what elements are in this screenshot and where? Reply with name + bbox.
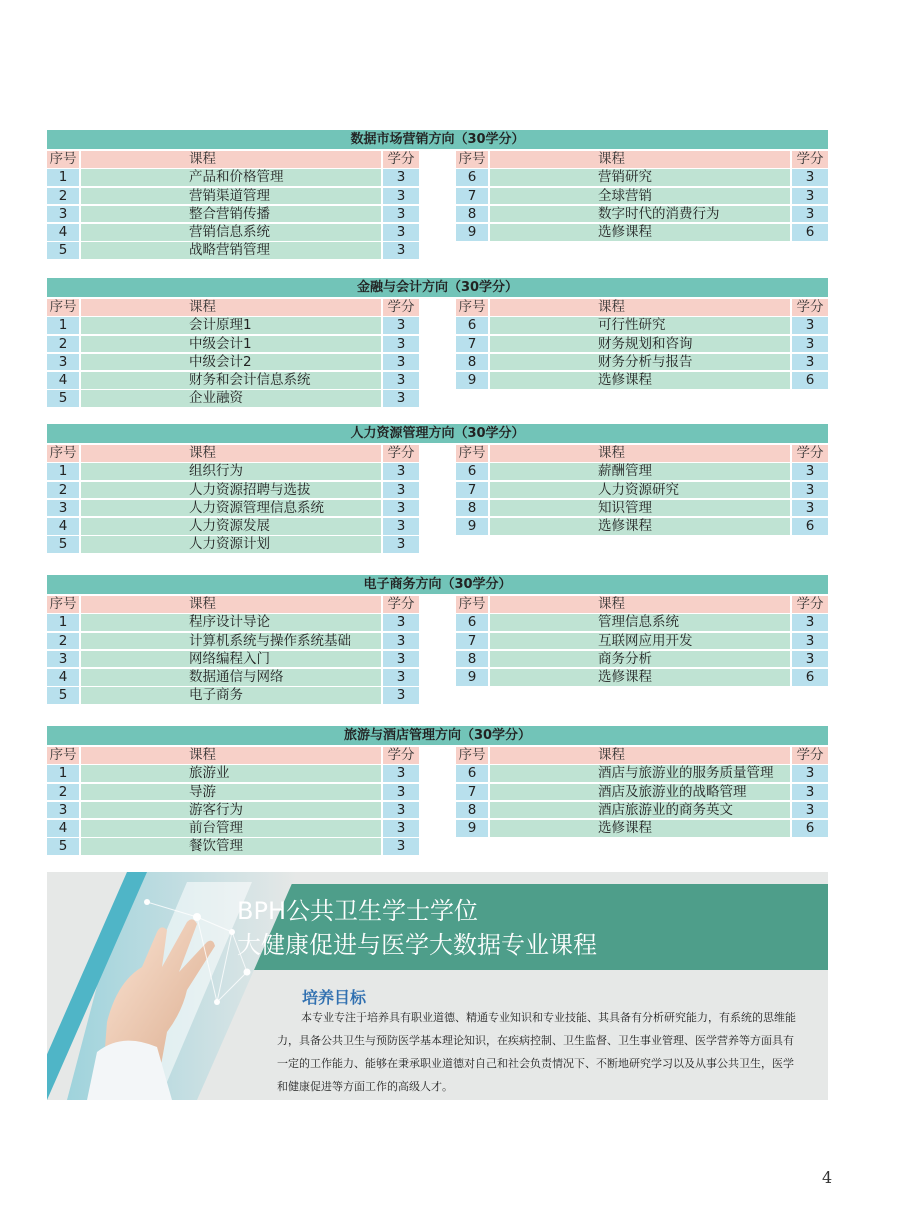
row-credit: 3 — [383, 633, 419, 650]
row-num: 8 — [456, 354, 488, 371]
bph-banner — [47, 872, 828, 1100]
row-credit: 3 — [383, 651, 419, 668]
table-row — [456, 336, 828, 354]
course-table-right — [456, 299, 828, 390]
row-course: 组织行为 — [81, 463, 381, 480]
row-num: 6 — [456, 765, 488, 782]
row-num: 4 — [47, 372, 79, 389]
row-course: 营销渠道管理 — [81, 188, 381, 205]
header-credit: 学分 — [792, 747, 828, 764]
row-course: 财务分析与报告 — [490, 354, 790, 371]
row-course: 知识管理 — [490, 500, 790, 517]
row-credit: 6 — [792, 372, 828, 389]
table-row — [47, 651, 419, 669]
course-section — [47, 575, 828, 704]
table-row — [47, 687, 419, 705]
course-table-left — [47, 596, 419, 706]
header-num: 序号 — [456, 596, 488, 613]
table-row — [47, 765, 419, 783]
course-table-left — [47, 445, 419, 555]
row-num: 5 — [47, 687, 79, 704]
row-credit: 3 — [792, 188, 828, 205]
row-num: 1 — [47, 614, 79, 631]
row-num: 5 — [47, 536, 79, 553]
row-course: 可行性研究 — [490, 317, 790, 334]
table-row — [456, 614, 828, 632]
row-credit: 3 — [383, 838, 419, 855]
row-num: 8 — [456, 500, 488, 517]
table-row — [456, 784, 828, 802]
row-credit: 3 — [792, 784, 828, 801]
table-header-row — [456, 299, 828, 317]
row-course: 营销研究 — [490, 169, 790, 186]
row-num: 9 — [456, 669, 488, 686]
row-credit: 3 — [383, 669, 419, 686]
row-credit: 3 — [792, 482, 828, 499]
header-course: 课程 — [81, 299, 381, 316]
header-course: 课程 — [490, 747, 790, 764]
row-course: 旅游业 — [81, 765, 381, 782]
table-row — [456, 169, 828, 187]
row-course: 商务分析 — [490, 651, 790, 668]
header-num: 序号 — [47, 151, 79, 168]
table-row — [456, 372, 828, 390]
table-row — [456, 765, 828, 783]
table-row — [456, 463, 828, 481]
row-num: 5 — [47, 838, 79, 855]
header-num: 序号 — [47, 299, 79, 316]
row-num: 3 — [47, 206, 79, 223]
row-num: 2 — [47, 336, 79, 353]
header-credit: 学分 — [792, 151, 828, 168]
row-num: 6 — [456, 169, 488, 186]
row-course: 数字时代的消费行为 — [490, 206, 790, 223]
row-num: 8 — [456, 206, 488, 223]
banner-title-line2: 大健康促进与医学大数据专业课程 — [237, 931, 597, 959]
table-row — [47, 188, 419, 206]
row-course: 中级会计2 — [81, 354, 381, 371]
row-num: 4 — [47, 518, 79, 535]
header-num: 序号 — [47, 747, 79, 764]
header-credit: 学分 — [792, 299, 828, 316]
table-row — [47, 784, 419, 802]
table-row — [47, 802, 419, 820]
section-title: 电子商务方向（30学分） — [47, 575, 828, 594]
row-credit: 3 — [383, 500, 419, 517]
row-num: 8 — [456, 651, 488, 668]
row-course: 餐饮管理 — [81, 838, 381, 855]
row-course: 电子商务 — [81, 687, 381, 704]
row-course: 人力资源招聘与选拔 — [81, 482, 381, 499]
table-row — [456, 482, 828, 500]
table-header-row — [456, 596, 828, 614]
row-course: 战略营销管理 — [81, 242, 381, 259]
table-header-row — [47, 596, 419, 614]
table-row — [456, 317, 828, 335]
row-credit: 3 — [383, 169, 419, 186]
table-row — [456, 500, 828, 518]
course-section — [47, 424, 828, 553]
section-title: 数据市场营销方向（30学分） — [47, 130, 828, 149]
table-row — [47, 354, 419, 372]
row-course: 财务规划和咨询 — [490, 336, 790, 353]
header-credit: 学分 — [383, 596, 419, 613]
table-row — [456, 669, 828, 687]
table-row — [47, 838, 419, 856]
row-course: 中级会计1 — [81, 336, 381, 353]
table-row — [456, 188, 828, 206]
row-credit: 3 — [383, 206, 419, 223]
row-credit: 3 — [383, 687, 419, 704]
row-credit: 3 — [792, 336, 828, 353]
goal-heading: 培养目标 — [302, 988, 367, 1007]
goal-paragraph: 本专业专注于培养具有职业道德、精通专业知识和专业技能、其具备有分析研究能力，有系统的思维能力，具备公共卫生与预防医学基本理论知识，在疾病控制、卫生监督、卫生事业管理、医学营养等方面具有一定的工作能力、能够在秉承职业道德对自己和社会负责情况下、不断地研究学习以及从事公共卫生，医学和健康促进等方面工作的高级人才。 — [277, 1011, 796, 1093]
row-course: 会计原理1 — [81, 317, 381, 334]
header-credit: 学分 — [383, 445, 419, 462]
header-course: 课程 — [490, 299, 790, 316]
course-table-right — [456, 747, 828, 838]
table-row — [47, 536, 419, 554]
row-num: 6 — [456, 614, 488, 631]
table-row — [47, 336, 419, 354]
row-course: 前台管理 — [81, 820, 381, 837]
header-course: 课程 — [81, 596, 381, 613]
row-num: 7 — [456, 188, 488, 205]
course-table-left — [47, 747, 419, 857]
row-course: 财务和会计信息系统 — [81, 372, 381, 389]
row-course: 酒店及旅游业的战略管理 — [490, 784, 790, 801]
row-num: 1 — [47, 317, 79, 334]
table-row — [456, 651, 828, 669]
table-row — [47, 518, 419, 536]
row-course: 选修课程 — [490, 820, 790, 837]
table-header-row — [47, 151, 419, 169]
row-course: 全球营销 — [490, 188, 790, 205]
table-row — [47, 317, 419, 335]
course-section — [47, 130, 828, 259]
header-course: 课程 — [81, 747, 381, 764]
table-row — [47, 500, 419, 518]
row-num: 4 — [47, 669, 79, 686]
row-course: 营销信息系统 — [81, 224, 381, 241]
header-course: 课程 — [81, 445, 381, 462]
table-row — [456, 354, 828, 372]
row-credit: 3 — [792, 765, 828, 782]
header-credit: 学分 — [383, 747, 419, 764]
row-course: 网络编程入门 — [81, 651, 381, 668]
row-course: 酒店旅游业的商务英文 — [490, 802, 790, 819]
course-section — [47, 278, 828, 407]
row-credit: 3 — [383, 390, 419, 407]
table-row — [47, 224, 419, 242]
banner-title — [237, 894, 597, 962]
row-credit: 3 — [792, 169, 828, 186]
table-header-row — [47, 445, 419, 463]
row-num: 1 — [47, 463, 79, 480]
row-credit: 3 — [383, 372, 419, 389]
table-row — [47, 206, 419, 224]
row-credit: 3 — [383, 188, 419, 205]
row-num: 5 — [47, 242, 79, 259]
row-num: 5 — [47, 390, 79, 407]
header-credit: 学分 — [383, 299, 419, 316]
row-course: 人力资源管理信息系统 — [81, 500, 381, 517]
banner-title-line1: BPH公共卫生学士学位 — [237, 897, 478, 925]
row-credit: 3 — [383, 614, 419, 631]
row-credit: 3 — [792, 633, 828, 650]
row-course: 选修课程 — [490, 372, 790, 389]
row-num: 2 — [47, 188, 79, 205]
header-num: 序号 — [47, 596, 79, 613]
row-credit: 3 — [792, 206, 828, 223]
course-table-right — [456, 151, 828, 242]
table-row — [456, 820, 828, 838]
row-credit: 3 — [383, 224, 419, 241]
section-title: 金融与会计方向（30学分） — [47, 278, 828, 297]
row-num: 2 — [47, 784, 79, 801]
row-num: 4 — [47, 224, 79, 241]
table-row — [47, 372, 419, 390]
table-row — [456, 633, 828, 651]
header-course: 课程 — [490, 445, 790, 462]
row-credit: 3 — [383, 518, 419, 535]
table-header-row — [47, 299, 419, 317]
course-table-left — [47, 299, 419, 409]
row-num: 7 — [456, 336, 488, 353]
row-num: 2 — [47, 482, 79, 499]
row-credit: 3 — [792, 500, 828, 517]
row-num: 9 — [456, 820, 488, 837]
section-title: 旅游与酒店管理方向（30学分） — [47, 726, 828, 745]
section-title: 人力资源管理方向（30学分） — [47, 424, 828, 443]
header-course: 课程 — [490, 151, 790, 168]
row-num: 9 — [456, 224, 488, 241]
row-course: 企业融资 — [81, 390, 381, 407]
row-num: 2 — [47, 633, 79, 650]
row-course: 薪酬管理 — [490, 463, 790, 480]
row-credit: 6 — [792, 669, 828, 686]
course-table-right — [456, 596, 828, 687]
row-course: 选修课程 — [490, 669, 790, 686]
row-num: 4 — [47, 820, 79, 837]
row-credit: 6 — [792, 518, 828, 535]
header-num: 序号 — [456, 445, 488, 462]
row-num: 1 — [47, 765, 79, 782]
row-course: 游客行为 — [81, 802, 381, 819]
table-header-row — [47, 747, 419, 765]
row-course: 酒店与旅游业的服务质量管理 — [490, 765, 790, 782]
table-row — [47, 633, 419, 651]
row-credit: 3 — [792, 614, 828, 631]
table-row — [47, 614, 419, 632]
row-credit: 6 — [792, 820, 828, 837]
row-course: 人力资源计划 — [81, 536, 381, 553]
row-credit: 3 — [383, 242, 419, 259]
row-credit: 3 — [792, 802, 828, 819]
table-row — [456, 518, 828, 536]
row-credit: 3 — [383, 820, 419, 837]
row-num: 7 — [456, 482, 488, 499]
row-num: 3 — [47, 651, 79, 668]
table-row — [456, 206, 828, 224]
table-header-row — [456, 151, 828, 169]
header-course: 课程 — [490, 596, 790, 613]
table-row — [47, 169, 419, 187]
row-credit: 3 — [383, 463, 419, 480]
header-num: 序号 — [456, 151, 488, 168]
course-table-right — [456, 445, 828, 536]
table-row — [47, 669, 419, 687]
row-credit: 3 — [792, 651, 828, 668]
row-course: 选修课程 — [490, 224, 790, 241]
header-num: 序号 — [456, 299, 488, 316]
row-credit: 3 — [383, 784, 419, 801]
row-course: 人力资源发展 — [81, 518, 381, 535]
page-number: 4 — [822, 1168, 833, 1187]
row-credit: 3 — [383, 482, 419, 499]
row-num: 3 — [47, 802, 79, 819]
row-credit: 3 — [383, 536, 419, 553]
row-credit: 3 — [383, 354, 419, 371]
row-course: 管理信息系统 — [490, 614, 790, 631]
row-course: 数据通信与网络 — [81, 669, 381, 686]
row-num: 6 — [456, 317, 488, 334]
row-credit: 3 — [383, 317, 419, 334]
row-course: 选修课程 — [490, 518, 790, 535]
table-header-row — [456, 747, 828, 765]
row-credit: 6 — [792, 224, 828, 241]
row-course: 人力资源研究 — [490, 482, 790, 499]
header-credit: 学分 — [383, 151, 419, 168]
course-table-left — [47, 151, 419, 261]
table-row — [47, 242, 419, 260]
row-course: 互联网应用开发 — [490, 633, 790, 650]
header-credit: 学分 — [792, 596, 828, 613]
header-num: 序号 — [47, 445, 79, 462]
row-num: 8 — [456, 802, 488, 819]
row-num: 7 — [456, 784, 488, 801]
row-credit: 3 — [792, 354, 828, 371]
row-num: 3 — [47, 354, 79, 371]
header-credit: 学分 — [792, 445, 828, 462]
table-row — [47, 390, 419, 408]
header-course: 课程 — [81, 151, 381, 168]
table-row — [47, 482, 419, 500]
table-header-row — [456, 445, 828, 463]
row-course: 整合营销传播 — [81, 206, 381, 223]
row-credit: 3 — [792, 463, 828, 480]
row-course: 计算机系统与操作系统基础 — [81, 633, 381, 650]
row-num: 3 — [47, 500, 79, 517]
row-credit: 3 — [792, 317, 828, 334]
table-row — [47, 820, 419, 838]
row-credit: 3 — [383, 765, 419, 782]
course-section — [47, 726, 828, 855]
row-credit: 3 — [383, 336, 419, 353]
row-course: 产品和价格管理 — [81, 169, 381, 186]
row-credit: 3 — [383, 802, 419, 819]
row-num: 1 — [47, 169, 79, 186]
row-course: 程序设计导论 — [81, 614, 381, 631]
row-course: 导游 — [81, 784, 381, 801]
row-num: 9 — [456, 518, 488, 535]
row-num: 6 — [456, 463, 488, 480]
table-row — [456, 224, 828, 242]
header-num: 序号 — [456, 747, 488, 764]
table-row — [456, 802, 828, 820]
row-num: 9 — [456, 372, 488, 389]
row-num: 7 — [456, 633, 488, 650]
table-row — [47, 463, 419, 481]
